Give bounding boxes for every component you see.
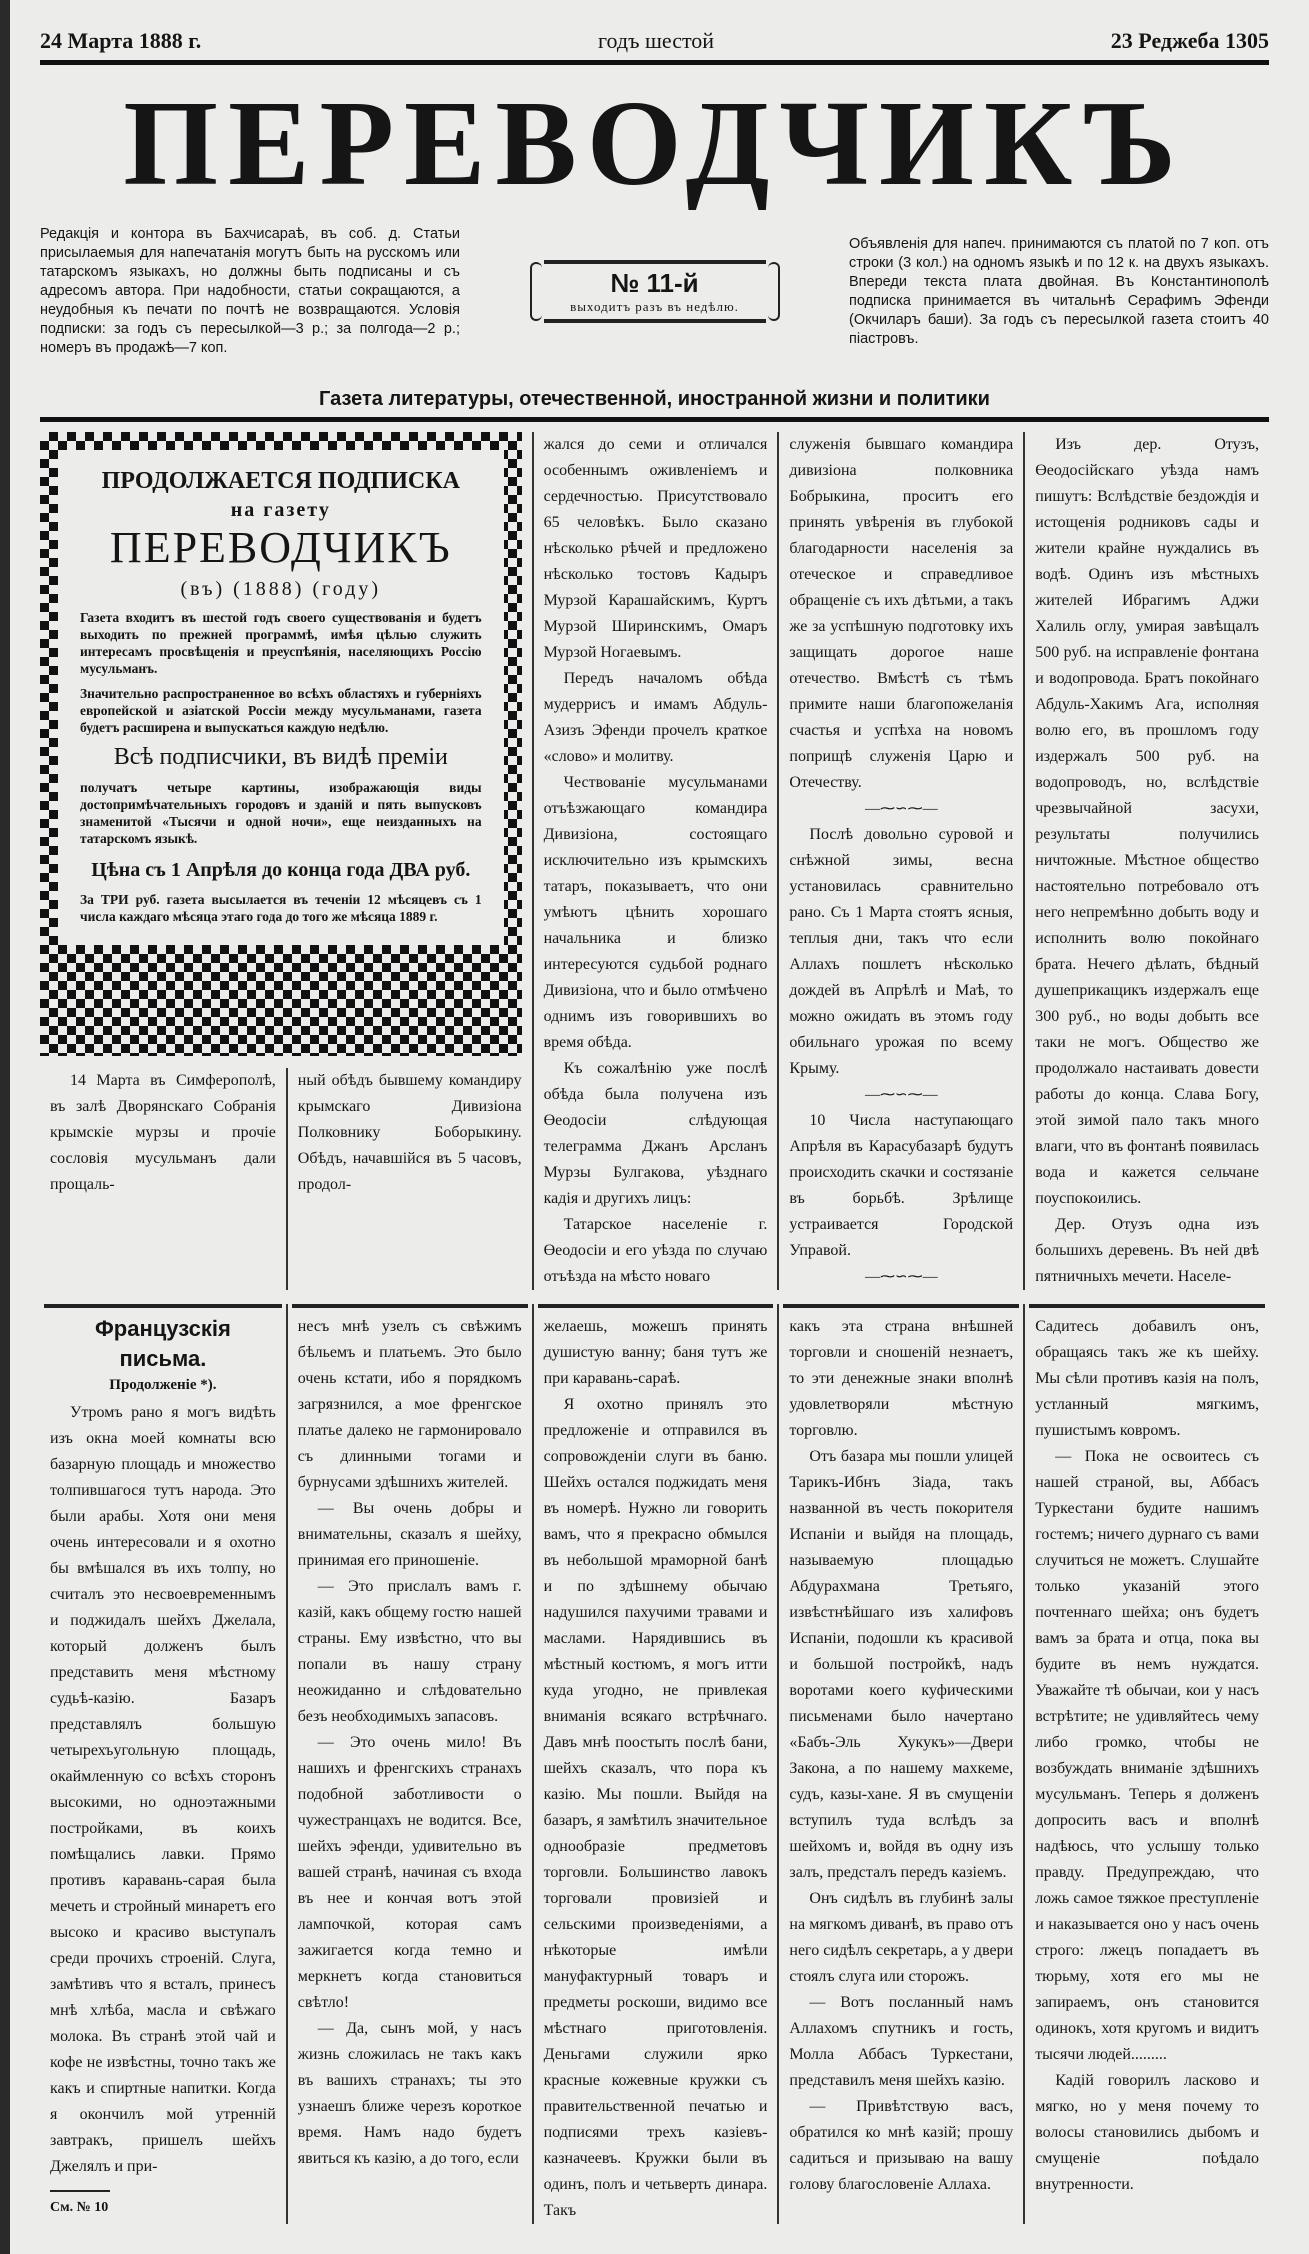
news-column (40, 1068, 286, 1291)
paragraph: Кадій говорилъ ласково и мягко, но у меня почему то волосы становились дыбомъ и смущеніе поѣдало внутренности. (1035, 2072, 1259, 2193)
feuilleton-column (286, 1304, 532, 2224)
ad-premium-heading: Всѣ подписчики, въ видѣ преміи (113, 744, 448, 770)
paragraph: Изъ дер. Отузъ, Өеодосійскаго уѣзда намъ пишутъ: Вслѣдствіе бездождія и истощенія родниковъ сады и жители крайне нуждались въ водѣ. Одинъ изъ мѣстныхъ жителей Ибрагимъ Аджи Халиль оглу, умирая завѣщалъ 500 руб. на исправленіе фонтана и водопровода. Братъ покойнаго Абдуль-Хакимъ Ага, исполняя волю его, въ прошломъ году издержалъ 500 руб. на водопроводъ, но, вслѣдствіе чрезвычайной засухи, результаты получились ничтожные. Мѣстное общество настоятельно потребовало отъ него непремѣнно добыть воду и исполнить волю покойнаго брата. Нечего дѣлать, бѣдный душеприкащикъ издержалъ еще 300 руб., но воды добыть все таки не могъ. Общество же продолжало настаивать довести работы до конца. Слава Богу, этой зимой пало такъ много влаги, что въ фонтанѣ появилась вода и кажется сельчане поуспокоились. (1035, 436, 1259, 1207)
date-gregorian: 24 Марта 1888 г. (40, 28, 202, 53)
newspaper-subtitle: Газета литературы, отечественной, иностранной жизни и политики (319, 388, 990, 410)
paragraph: желаешь, можешъ принять душистую ванну; баня тутъ же при каравань-сараѣ. (543, 1318, 768, 1387)
subscription-ad (40, 432, 522, 1056)
paragraph: — Вы очень добры и внимательны, сказалъ я шейху, принимая его приношеніе. (297, 1500, 522, 1569)
paragraph: — Да, сынъ мой, у насъ жизнь сложилась не такъ какъ въ вашихъ странахъ; ты это узнаешъ ближе черезъ короткое время. Намъ надо будетъ явиться къ казію, а до того, если (297, 2020, 522, 2167)
newspaper-title: ПЕРЕВОДЧИКЪ (123, 76, 1186, 211)
paragraph: Послѣ довольно суровой и снѣжной зимы, весна установилась сравнительно рано. Съ 1 Марта стоятъ ясныя, теплыя дни, такъ что если Аллахъ пошлетъ нѣсколько дождей въ Апрѣлѣ и Маѣ, то можно ожидать въ этомъ году обильнаго урожая по всему Крыму. (789, 826, 1014, 1077)
feuilleton-column (1023, 1304, 1269, 2224)
ad-year-line: (въ) (1888) (году) (180, 578, 382, 600)
feuilleton-section (40, 1304, 1269, 2224)
paragraph: Татарское населеніе г. Өеодосіи и его уѣзда по случаю отъѣзда на мѣсто новаго (543, 1216, 768, 1285)
paragraph: Я охотно принялъ это предложеніе и отправился въ сопровожденіи слуги въ баню. Шейхъ остался поджидать меня въ номерѣ. Нужно ли говорить вамъ, что я прекрасно обмылся въ небольшой мраморной банѣ и по здѣшнему обычаю надушился пахучими травами и маслами. Нарядившись въ мѣстный костюмъ, я могъ итти куда угодно, не привлекая вниманія всякаго встрѣчнаго. Давъ мнѣ поостыть послѣ бани, шейхъ сказалъ, что пора къ казію. Мы пошли. Выйдя на базаръ, я замѣтилъ значительное однообразіе предметовъ торговли. Большинство лавокъ торговали провизіей и сельскими произведеніями, а нѣкоторые имѣли мануфактурный товаръ и предметы роскоши, видимо все мѣстнаго приготовленія. Деньгами служили ярко красные кожевные кружки съ правительственной печатью и подписями трехъ казіевъ-казначеевъ. Кружки были въ одинъ, полъ и четьверть динара. Такъ (543, 1396, 768, 2219)
ornamental-divider: —⁓∽⁓— (865, 801, 938, 817)
news-column (777, 432, 1023, 1290)
feuilleton-title: Французскія письма. (95, 1316, 231, 1371)
header-rule (40, 60, 1269, 65)
editorial-info: Редакція и контора въ Бахчисараѣ, въ соб. д. Статьи присылаемыя для напечатанія могутъ быть на русскомъ или татарскомъ языкахъ, но должны быть подписаны и съ адресомъ автора. При надобности, статьи сокращаются, а неудобныя къ печати по почтѣ не возвращаются. Условія подписки: за годъ съ пересылкой—3 р.; за полгода—2 р.; номеръ въ продажѣ—7 коп. (40, 226, 460, 356)
footnote: См. № 10 (50, 2190, 110, 2221)
feuilleton-column (50, 1400, 276, 2180)
ad-paragraph: За ТРИ руб. газета высылается въ теченіи 12 мѣсяцевъ съ 1 числа каждаго мѣсяца этаго года до того же мѣсяца 1889 г. (80, 892, 482, 924)
paragraph: 14 Марта въ Симферополѣ, въ залѣ Дворянскаго Собранія крымскіе мурзы и прочіе сословія мусульманъ дали прощаль- (50, 1071, 276, 1193)
masthead-topline (40, 28, 1269, 54)
feuilleton-subtitle: Продолженіе *). (109, 1377, 217, 1393)
ad-newspaper-title: ПЕРЕВОДЧИКЪ (109, 523, 452, 572)
paragraph: какъ эта страна внѣшней торговли и сношеній незнаетъ, то эти денежные знаки вполнѣ удовлетворяли мѣстную торговлю. (789, 1318, 1014, 1439)
ad-price: Цѣна съ 1 Апрѣля до конца года ДВА руб. (91, 859, 471, 881)
news-column (1023, 432, 1269, 1290)
paragraph: Утромъ рано я могъ видѣть изъ окна моей комнаты всю базарную площадь и множество толпившагося тутъ народа. Это были арабы. Хотя они меня очень интересовали и я охотно бы вмѣшался въ ихъ толпу, но считалъ это несвоевременнымъ и поджидалъ шейхъ Джелала, который долженъ былъ представить меня мѣстному судьѣ-казію. Базаръ представлялъ большую четырехъугольную площадь, окаймленную со всѣхъ сторонъ высокими, но одноэтажными постройками, въ коихъ помѣщались лавки. Прямо противъ каравань-сарая была мечеть и стройный минаретъ его высоко и красиво выступалъ среди прочихъ строеній. Слуга, замѣтивъ что я всталъ, принесъ мнѣ хлѣба, масла и свѣжаго молока. Въ странѣ этой чай и кофе не извѣстны, точно такъ же какъ и спиртные напитки. Когда я окончилъ мой утренній завтракъ, пришелъ шейхъ Джелялъ и при- (50, 1404, 276, 2175)
paragraph: Къ сожалѣнію уже послѣ обѣда была получена изъ Өеодосіи слѣдующая телеграмма Джанъ Арсланъ Мурзы Булгакова, уѣзднаго кадія и другихъ лицъ: (543, 1060, 768, 1207)
paragraph: ный обѣдъ бывшему командиру крымскаго Дивизіона Полковнику Боборыкину. Обѣдъ, начавшійся въ 5 часовъ, продол- (297, 1071, 522, 1193)
paragraph: 10 Числа наступающаго Апрѣля въ Карасубазарѣ будутъ происходить скачки и состязаніе въ борьбѣ. Зрѣлище устраивается Городской Управой. (789, 1112, 1014, 1259)
ad-paragraph: получатъ четыре картины, изображающія виды достопримѣчательныхъ городовъ и зданій и пять выпусковъ знаменитой «Тысячи и одной ночи», еще неизданныхъ на татарскомъ языкѣ. (80, 780, 482, 846)
paragraph: Онъ сидѣлъ въ глубинѣ залы на мягкомъ диванѣ, въ право отъ него сидѣлъ секретарь, а у двери стоялъ слуга или сторожъ. (789, 1890, 1014, 1985)
ornamental-divider: —⁓∽⁓— (865, 1269, 938, 1285)
newspaper-page (10, 0, 1309, 2254)
masthead-info-row (40, 225, 1269, 358)
year-of-publication: годъ шестой (598, 28, 715, 53)
issue-number: № 11-й (610, 268, 699, 298)
upper-section (40, 432, 1269, 1290)
issue-number-box (544, 260, 766, 323)
paragraph: — Вотъ посланный намъ Аллахомъ спутникъ и гость, Молла Аббасъ Туркестани, представилъ меня шейхъ казію. (789, 1994, 1014, 2089)
publication-frequency: выходитъ разъ въ недѣлю. (570, 299, 739, 314)
feuilleton-column-1 (40, 1304, 286, 2224)
paragraph: несъ мнѣ узелъ съ свѣжимъ бѣльемъ и платьемъ. Это было очень кстати, ибо я порядкомъ загрязнился, а мое френгское платье далеко не гармонировало съ длинными тогами и бурнусами здѣшнихъ жителей. (297, 1318, 522, 1491)
ad-heading: ПРОДОЛЖАЕТСЯ ПОДПИСКА (101, 468, 460, 494)
feuilleton-column (532, 1304, 778, 2224)
paragraph: служенія бывшаго командира дивизіона полковника Бобрыкина, проситъ его принять увѣренія въ глубокой благодарности населенія за отеческое и справедливое обращеніе съ ихъ дѣтьми, а такъ же за успѣшную подготовку ихъ защищать дорогое наше отечество. Вмѣстѣ съ тѣмъ примите наши благопожеланія счастья и успѣха на новомъ поприщѣ служенія Царю и Отечеству. (789, 436, 1014, 791)
news-column (532, 432, 778, 1290)
ad-subheading: на газету (230, 499, 331, 521)
ornamental-divider: —⁓∽⁓— (865, 1087, 938, 1103)
news-column (286, 1068, 532, 1291)
paragraph: Чествованіе мусульманами отъѣзжающаго командира Дивизіона, состоящаго исключительно изъ крымскихъ татаръ, показываетъ, что они умѣютъ цѣнить хорошаго начальника и близко интересуются судьбой роднаго Дивизіона, что и было отмѣчено однимъ изъ говорившихъ во время обѣда. (543, 774, 768, 1051)
date-hijri: 23 Реджеба 1305 (1110, 28, 1269, 53)
ad-paragraph: Значительно распространенное во всѣхъ областяхъ и губерніяхъ европейской и азіатской Россіи между мусульманами, газета будетъ расширена и выпускаться каждую недѣлю. (80, 686, 482, 735)
paragraph: Передъ началомъ обѣда мудеррисъ и имамъ Абдуль-Азизъ Эфенди прочелъ краткое «слово» и молитву. (543, 670, 768, 765)
paragraph: Отъ базара мы пошли улицей Тарикъ-Ибнъ Зіада, такъ названной въ честь покорителя Испаніи и выйдя на площадь, называемую площадью Абдурахмана Третьяго, извѣстнѣйшаго изъ халифовъ Испаніи, подошли къ красивой и большой постройкѣ, надъ воротами коего куфическими письменами было начертано «Бабъ-Эль Хукукъ»—Двери Закона, а по нашему махкеме, судъ, казы-хане. Я въ смущеніи вступилъ туда вслѣдъ за шейхомъ и, войдя въ одну изъ залъ, предсталъ передъ казіемъ. (789, 1448, 1014, 1881)
paragraph: жался до семи и отличался особеннымъ оживленіемъ и сердечностью. Присутствовало 65 человѣкъ. Было сказано нѣсколько рѣчей и предложено нѣсколько тостовъ Кадыръ Мурзой Карашайскимъ, Куртъ Мурзой Ширинскимъ, Омаръ Мурзой Ногаевымъ. (543, 436, 768, 661)
paragraph: — Привѣтствую васъ, обратился ко мнѣ казій; прошу садиться и призываю на вашу голову благословеніе Аллаха. (789, 2098, 1014, 2193)
ad-paragraph: Газета входитъ въ шестой годъ своего существованія и будетъ выходить по прежней программѣ, имѣя цѣлью служить интересамъ просвѣщенія и преуспѣянія, населяющихъ Россію мусульманъ. (80, 610, 482, 676)
paragraph: — Пока не освоитесь съ нашей страной, вы, Аббасъ Туркестани будите нашимъ гостемъ; ничего дурнаго съ вами случиться не можетъ. Слушайте только указаній этого почтеннаго шейха; онъ будетъ вамъ за брата и отца, пока вы будите въ немъ нуждатся. Уважайте тѣ обычаи, кои у насъ встрѣтите; не удивляйтесь чему либо громко, чтобы не возбуждать вниманіе здѣшнихъ мусульманъ. Теперь я долженъ допросить васъ и вполнѣ надѣюсь, что услышу только правду. Предупреждаю, что ложь самое тяжкое преступленіе и наказывается оно у насъ очень строго: лжецъ попадаетъ въ тюрьму, хотя его мы не запираемъ, онъ становится одинокъ, хотя кругомъ и видитъ тысячи людей......... (1035, 1448, 1259, 2063)
feuilleton-column (777, 1304, 1023, 2224)
paragraph: — Это прислалъ вамъ г. казій, какъ общему гостю нашей страны. Ему извѣстно, что вы попали въ нашу страну неожиданно и слѣдовательно безъ необходимыхъ запасовъ. (297, 1578, 522, 1725)
advertising-info: Объявленія для напеч. принимаются съ платой по 7 коп. отъ строки (3 кол.) на одномъ языкѣ и по 12 к. на двухъ языкахъ. Впереди текста плата двойная. Въ Константинополѣ подписка принимается въ читальнѣ Серафимъ Эфенди (Окчиларъ баши). За годъ съ пересылкой газета стоитъ 40 піастровъ. (849, 235, 1269, 347)
paragraph: — Это очень мило! Въ нашихъ и френгскихъ странахъ подобной заботливости о чужестранцахъ не водится. Все, шейхъ эфенди, удивительно въ вашей странѣ, начиная съ входа въ нее и кончая вотъ этой лампочкой, которая самъ зажигается когда темно и меркнетъ когда становиться свѣтло! (297, 1734, 522, 2011)
subtitle-rule (40, 417, 1269, 422)
paragraph: Садитесь добавилъ онъ, обращаясь такъ же къ шейху. Мы сѣли противъ казія на полъ, устланный мягкимъ, пушистымъ ковромъ. (1035, 1318, 1259, 1439)
paragraph: Дер. Отузъ одна изъ большихъ деревень. Въ ней двѣ пятничныхъ мечети. Населе- (1035, 1216, 1259, 1285)
